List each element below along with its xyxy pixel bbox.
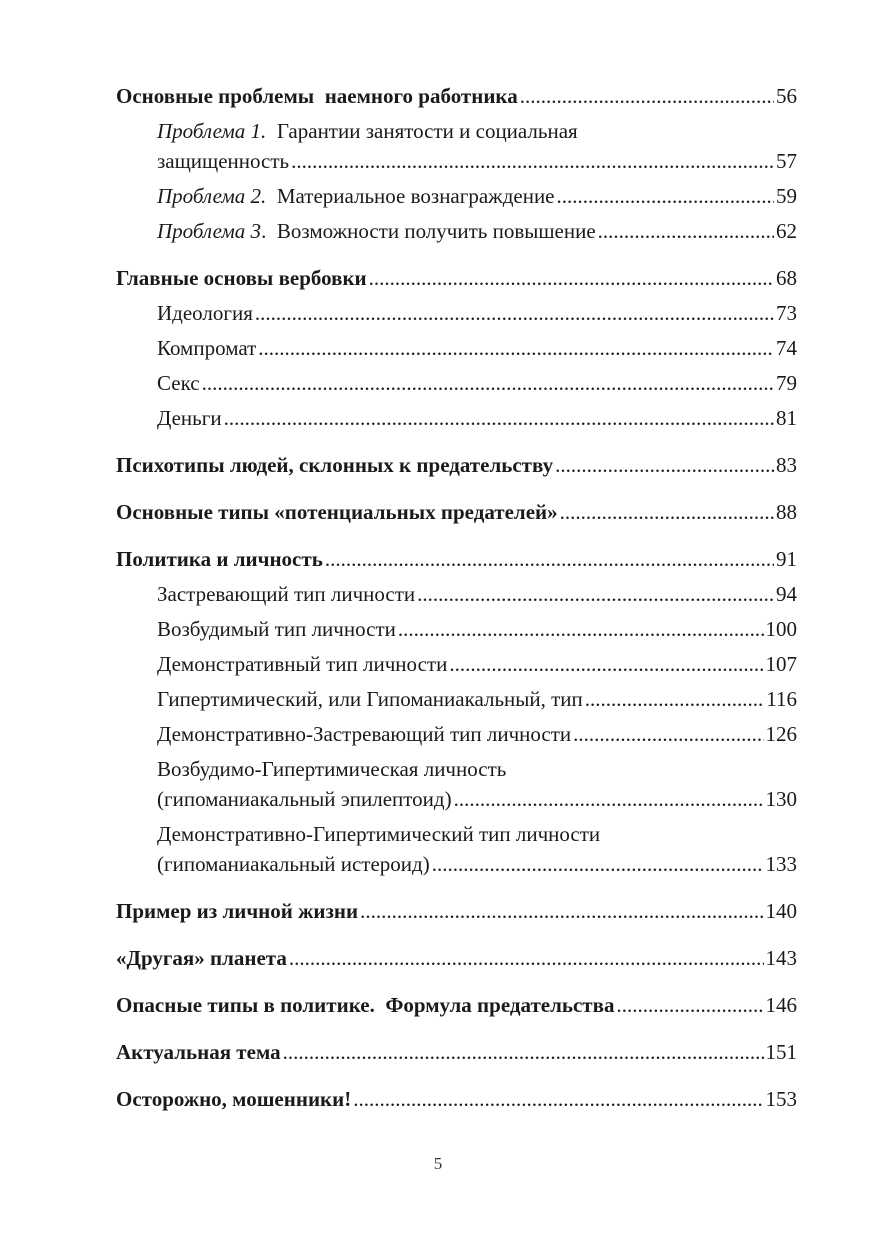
dot-leader: [289, 946, 764, 970]
toc-page-number: 81: [776, 406, 797, 430]
toc-chapter[interactable]: [116, 453, 797, 477]
toc-page-number: 62: [776, 219, 797, 243]
toc-line: [157, 336, 797, 360]
dot-leader: [555, 453, 774, 477]
toc-title: Идеология: [157, 301, 253, 325]
toc-title: Демонстративно-Застревающий тип личности: [157, 722, 572, 746]
toc-line: [116, 1040, 797, 1064]
toc-page-number: 146: [765, 993, 797, 1017]
toc-page-number: 91: [776, 547, 797, 571]
toc-page-number: 74: [776, 336, 797, 360]
toc-title: «Другая» планета: [116, 946, 287, 970]
toc-line: [116, 946, 797, 970]
toc-title: Застревающий тип личности: [157, 582, 416, 606]
toc-line: [116, 899, 797, 923]
toc-section[interactable]: [116, 184, 797, 208]
toc-section[interactable]: [116, 822, 797, 876]
dot-leader: [557, 184, 775, 208]
toc-page-number: 130: [765, 787, 797, 811]
toc-chapter[interactable]: [116, 500, 797, 524]
toc-chapter[interactable]: [116, 946, 797, 970]
toc-prefix: Проблема 2.: [157, 184, 267, 208]
toc-page-number: 100: [765, 617, 797, 641]
toc-line: [157, 787, 797, 811]
toc-page-number: 151: [765, 1040, 797, 1064]
dot-leader: [598, 219, 774, 243]
toc-chapter[interactable]: [116, 1040, 797, 1064]
toc-section[interactable]: [116, 371, 797, 395]
toc-section[interactable]: [116, 722, 797, 746]
page-number: 5: [433, 1154, 443, 1173]
toc-section[interactable]: [116, 687, 797, 711]
toc-section[interactable]: [116, 336, 797, 360]
dot-leader: [353, 1087, 763, 1111]
toc-line: [157, 757, 797, 781]
toc-page-number: 59: [776, 184, 797, 208]
toc-page-number: 126: [765, 722, 797, 746]
dot-leader: [573, 722, 763, 746]
toc-line: [116, 547, 797, 571]
toc-line: [157, 301, 797, 325]
toc-page-number: 116: [766, 687, 797, 711]
toc-page-number: 143: [765, 946, 797, 970]
toc-section[interactable]: [116, 617, 797, 641]
toc-title: защищенность: [157, 149, 290, 173]
toc-line: [116, 500, 797, 524]
toc-line: [157, 371, 797, 395]
toc-prefix: Проблема 3: [157, 219, 262, 243]
toc-page-number: 56: [776, 84, 797, 108]
toc-title: Проблема 2. Материальное вознаграждение: [157, 184, 555, 208]
toc-section[interactable]: [116, 757, 797, 811]
toc-title: Пример из личной жизни: [116, 899, 359, 923]
dot-leader: [369, 266, 774, 290]
toc-line: [157, 119, 797, 143]
toc-line: [116, 266, 797, 290]
toc-title: Основные проблемы наемного работника: [116, 84, 518, 108]
toc-section[interactable]: [116, 652, 797, 676]
dot-leader: [224, 406, 774, 430]
toc-page-number: 94: [776, 582, 797, 606]
toc-page-number: 153: [765, 1087, 797, 1111]
toc-line: [116, 453, 797, 477]
toc-title: Возбудимо-Гипертимическая личность: [157, 757, 507, 781]
toc-line: [157, 617, 797, 641]
dot-leader: [560, 500, 774, 524]
dot-leader: [520, 84, 774, 108]
dot-leader: [255, 301, 774, 325]
toc-line: [157, 852, 797, 876]
toc-page-number: 83: [776, 453, 797, 477]
toc-page-number: 68: [776, 266, 797, 290]
toc-title: Проблема 3. Возможности получить повышение: [157, 219, 596, 243]
toc-line: [157, 184, 797, 208]
dot-leader: [449, 652, 763, 676]
toc-line: [116, 84, 797, 108]
toc-line: [157, 822, 797, 846]
toc-section[interactable]: [116, 406, 797, 430]
toc-title: Проблема 1. Гарантии занятости и социальная: [157, 119, 578, 143]
toc-chapter[interactable]: [116, 1087, 797, 1111]
toc-title: (гипоманиакальный эпилептоид): [157, 787, 452, 811]
toc-page-number: 140: [765, 899, 797, 923]
toc-title: Психотипы людей, склонных к предательству: [116, 453, 554, 477]
toc-title: Опасные типы в политике. Формула предательства: [116, 993, 615, 1017]
dot-leader: [291, 149, 774, 173]
toc-title: Актуальная тема: [116, 1040, 281, 1064]
dot-leader: [417, 582, 774, 606]
toc-page-number: 79: [776, 371, 797, 395]
toc-chapter[interactable]: [116, 547, 797, 571]
toc-page-number: 73: [776, 301, 797, 325]
toc-title: Компромат: [157, 336, 257, 360]
toc-page-number: 57: [776, 149, 797, 173]
toc-section[interactable]: [116, 219, 797, 243]
dot-leader: [258, 336, 774, 360]
toc-line: [157, 406, 797, 430]
dot-leader: [283, 1040, 764, 1064]
toc-line: [157, 652, 797, 676]
dot-leader: [202, 371, 774, 395]
toc-chapter[interactable]: [116, 899, 797, 923]
toc-title: Деньги: [157, 406, 222, 430]
toc-line: [157, 687, 797, 711]
toc-title: Гипертимический, или Гипоманиакальный, тип: [157, 687, 583, 711]
dot-leader: [585, 687, 764, 711]
toc-title: Политика и личность: [116, 547, 323, 571]
toc-page-number: 88: [776, 500, 797, 524]
toc-title: Секс: [157, 371, 200, 395]
dot-leader: [325, 547, 774, 571]
toc-line: [157, 149, 797, 173]
toc-chapter[interactable]: [116, 993, 797, 1017]
toc-title: Главные основы вербовки: [116, 266, 367, 290]
toc-line: [157, 722, 797, 746]
toc-line: [157, 582, 797, 606]
toc-line: [116, 993, 797, 1017]
toc-line: [157, 219, 797, 243]
table-of-contents: [116, 84, 797, 1111]
dot-leader: [360, 899, 763, 923]
toc-section[interactable]: [116, 119, 797, 173]
toc-chapter[interactable]: [116, 84, 797, 108]
toc-title: Демонстративный тип личности: [157, 652, 448, 676]
toc-title: Демонстративно-Гипертимический тип личности: [157, 822, 601, 846]
toc-title: (гипоманиакальный истероид): [157, 852, 430, 876]
dot-leader: [398, 617, 764, 641]
toc-line: [116, 1087, 797, 1111]
toc-title: Возбудимый тип личности: [157, 617, 396, 641]
toc-section[interactable]: [116, 301, 797, 325]
toc-prefix: Проблема 1.: [157, 119, 267, 143]
dot-leader: [432, 852, 764, 876]
toc-section[interactable]: [116, 582, 797, 606]
dot-leader: [454, 787, 764, 811]
toc-chapter[interactable]: [116, 266, 797, 290]
toc-page-number: 107: [765, 652, 797, 676]
toc-title: Основные типы «потенциальных предателей»: [116, 500, 558, 524]
toc-title: Осторожно, мошенники!: [116, 1087, 352, 1111]
toc-page-number: 133: [765, 852, 797, 876]
dot-leader: [616, 993, 763, 1017]
